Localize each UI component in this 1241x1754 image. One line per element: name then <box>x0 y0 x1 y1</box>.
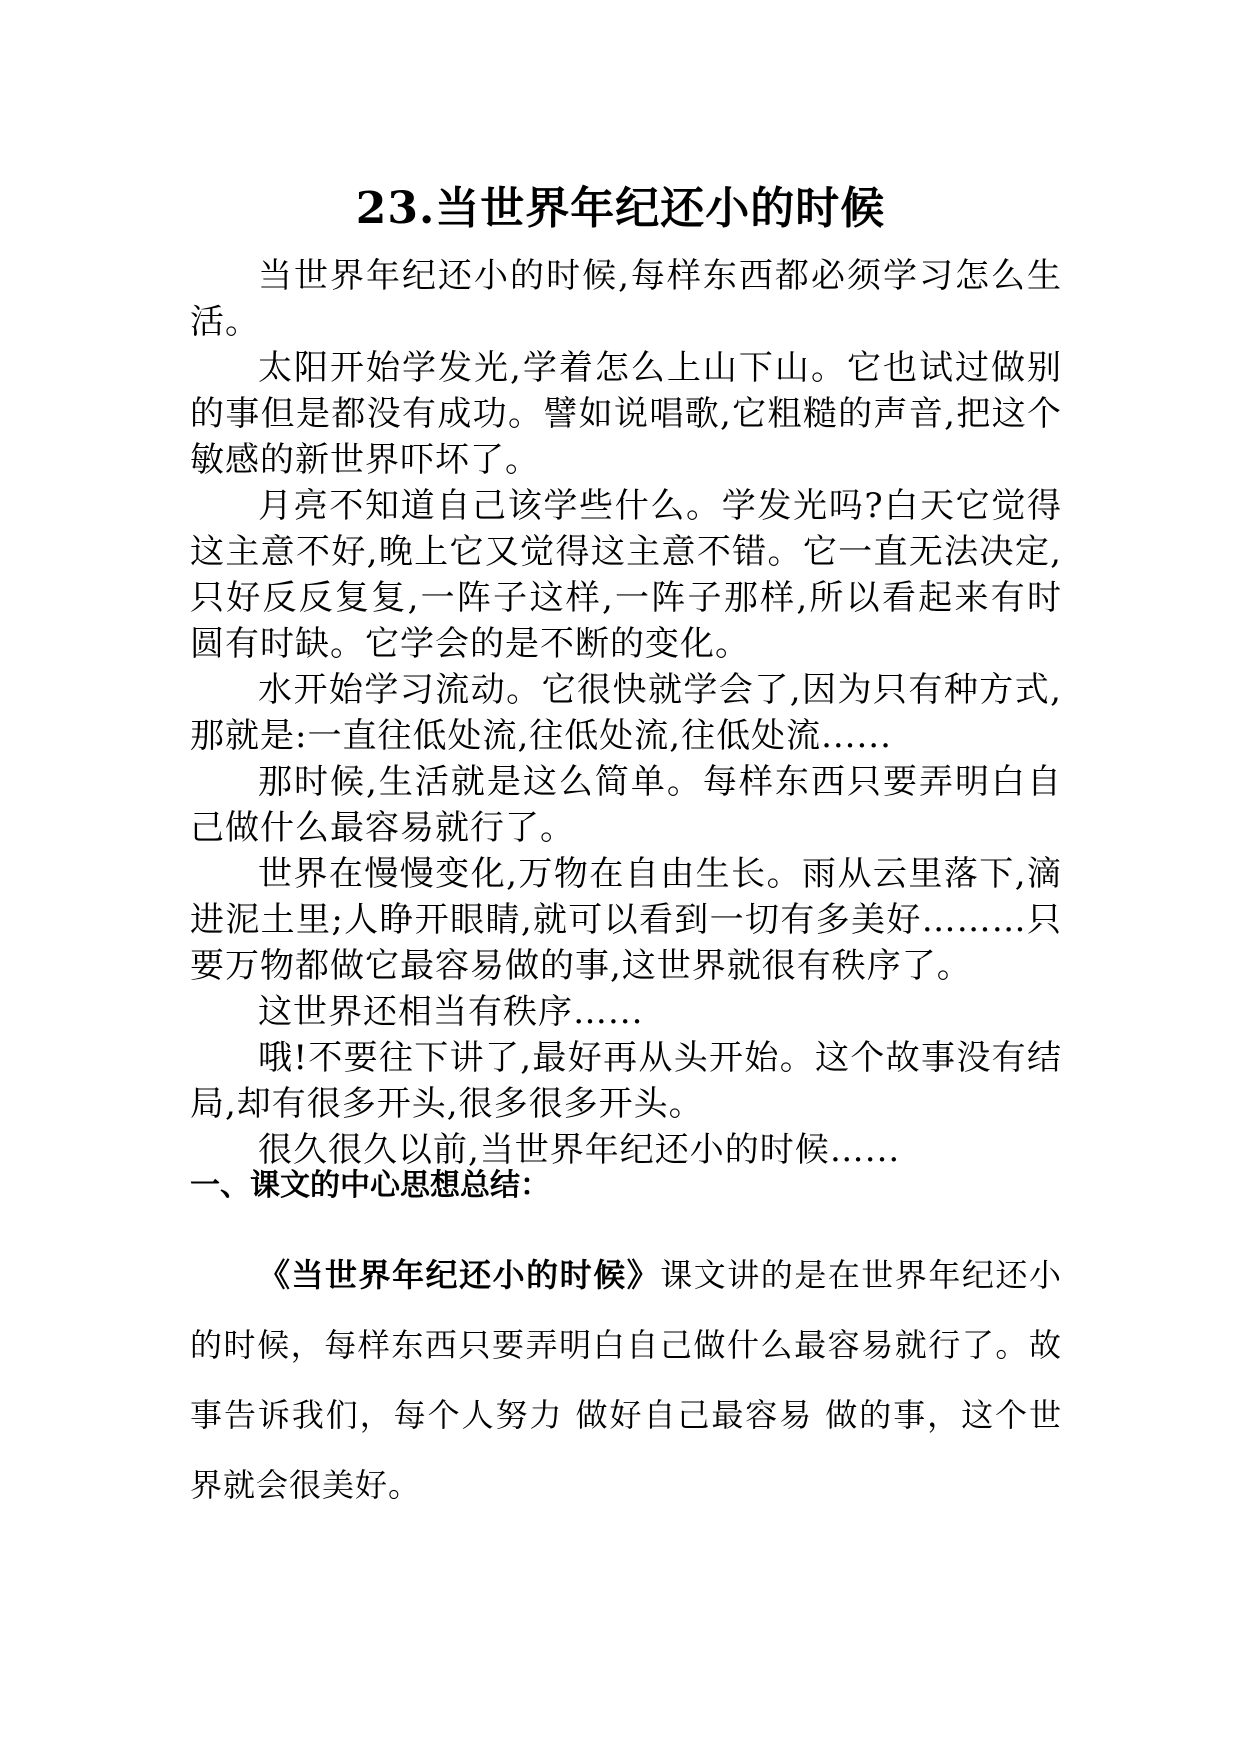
story-paragraph-3: 月亮不知道自己该学些什么。学发光吗?白天它觉得这主意不好,晚上它又觉得这主意不错。它一直无法决定,只好反反复复,一阵子这样,一阵子那样,所以看起来有时圆有时缺。它学会的是不断的变化。 <box>190 486 1062 664</box>
page-title: 23.当世界年纪还小的时候 <box>355 183 886 235</box>
story-paragraph-1: 当世界年纪还小的时候,每样东西都必须学习怎么生活。 <box>190 256 1062 342</box>
story-paragraph-7: 这世界还相当有秩序…... <box>258 992 644 1032</box>
story-paragraph-8: 哦!不要往下讲了,最好再从头开始。这个故事没有结局,却有很多开头,很多很多开头。 <box>190 1038 1062 1124</box>
story-paragraph-4: 水开始学习流动。它很快就学会了,因为只有种方式,那就是:一直往低处流,往低处流,往低处流...... <box>190 670 1062 756</box>
story-paragraph-6: 世界在慢慢变化,万物在自由生长。雨从云里落下,滴进泥土里;人睁开眼睛,就可以看到一切有多美好………只要万物都做它最容易做的事,这世界就很有秩序了。 <box>190 854 1062 986</box>
story-body <box>190 253 1062 1173</box>
section-heading: 一、课文的中心思想总结： <box>190 1168 550 1203</box>
summary-book-title: 《当世界年纪还小的时候》 <box>258 1256 661 1294</box>
story-paragraph-2: 太阳开始学发光,学着怎么上山下山。它也试过做别的事但是都没有成功。譬如说唱歌,它粗糙的声音,把这个敏感的新世界吓坏了。 <box>190 348 1062 480</box>
summary-text: 课文讲的是在世界年纪还小的时候，每样东西只要弄明白自己做什么最容易就行了。故事告诉我们，每个人努力 做好自己最容易 做的事，这个世界就会很美好。 <box>190 1256 1062 1504</box>
summary-paragraph <box>190 1240 1062 1520</box>
story-paragraph-5: 那时候,生活就是这么简单。每样东西只要弄明白自己做什么最容易就行了。 <box>190 762 1062 848</box>
story-paragraph-9: 很久很久以前,当世界年纪还小的时候…... <box>258 1130 901 1170</box>
